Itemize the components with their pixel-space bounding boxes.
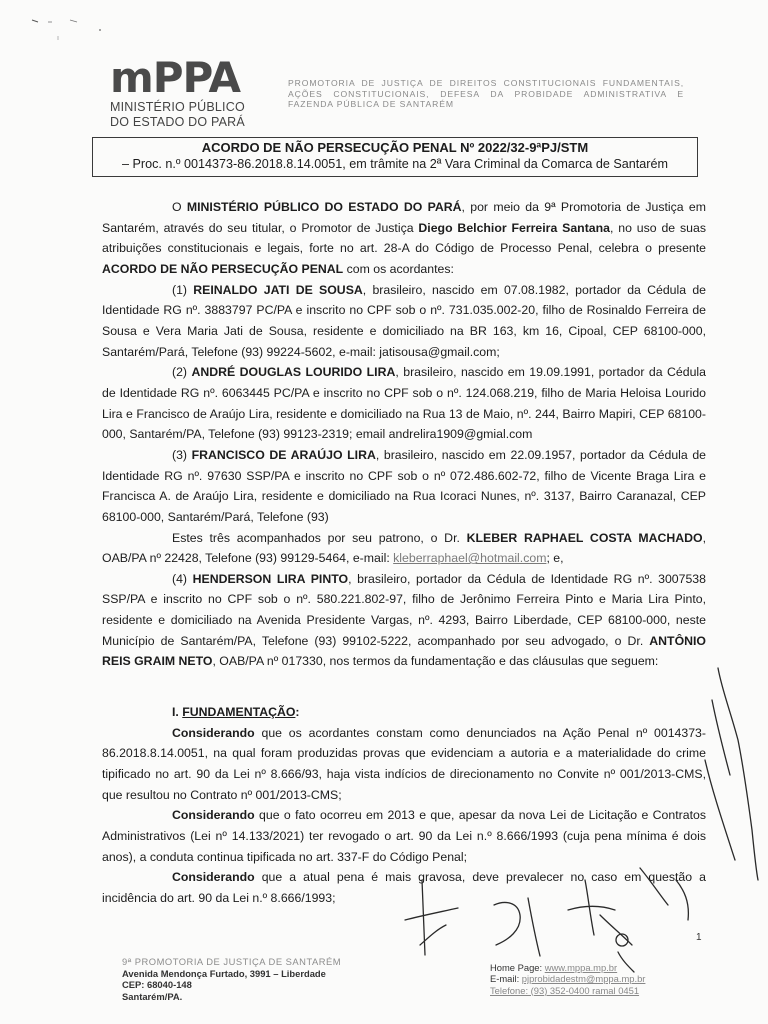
page-number: 1: [696, 932, 702, 943]
party-3-number: (3): [172, 447, 192, 462]
document-title: ACORDO DE NÃO PERSECUÇÃO PENAL Nº 2022/32-9ªPJ/STM: [201, 140, 589, 155]
party-1-number: (1): [172, 282, 194, 297]
section-1-heading: [172, 702, 706, 723]
consideration-1-lead: Considerando: [172, 725, 255, 740]
consideration-2-lead: Considerando: [172, 808, 255, 823]
party-4-lawyer: ANTÔNIO REIS GRAIM NETO: [102, 633, 706, 669]
document-title-box: [92, 137, 698, 177]
section-gap: [102, 672, 706, 702]
section-1-title: FUNDAMENTAÇÃO: [182, 705, 296, 720]
office-header-line-2: AÇÕES CONSTITUCIONAIS, DEFESA DA PROBIDADE ADMINISTRATIVA E: [288, 88, 684, 99]
logo-mark: mPPA: [110, 53, 240, 102]
footer-address: [122, 956, 341, 1002]
patrono-text-c: , OAB/PA nº 22428, Telefone (93) 99129-5464, e-mail:: [102, 530, 706, 566]
homepage-link[interactable]: www.mppa.mp.br: [544, 962, 618, 973]
logo-subtitle-2: DO ESTADO DO PARÁ: [110, 115, 245, 129]
consideration-3-lead: Considerando: [172, 870, 255, 885]
patrono-name: KLEBER RAPHAEL COSTA MACHADO: [466, 530, 703, 545]
footer-city: Santarém/PA.: [122, 990, 183, 1002]
footer-office: 9ª PROMOTORIA DE JUSTIÇA DE SANTARÉM: [122, 956, 342, 967]
intro-text-a: O: [172, 200, 187, 214]
party-2-paragraph: [102, 362, 706, 445]
email-label: E-mail:: [490, 973, 522, 985]
office-header-line-1: PROMOTORIA DE JUSTIÇA DE DIREITOS CONSTITUCIONAIS FUNDAMENTAIS,: [288, 78, 684, 88]
party-4-number: (4): [172, 571, 193, 586]
intro-agreement: ACORDO DE NÃO PERSECUÇÃO PENAL: [102, 261, 344, 276]
homepage-label: Home Page:: [490, 962, 545, 973]
consideration-3-text: que a atual pena é mais gravosa, deve prevalecer no caso em questão a incidência do art. 90 da Lei n.º 8.666/1993;: [102, 870, 706, 905]
mppa-logo: [110, 53, 270, 130]
email-link[interactable]: pjprobidadestm@mppa.mp.br: [521, 973, 646, 985]
party-2-details: , brasileiro, nascido em 19.09.1991, portador da Cédula de Identidade RG nº. 6063445 PC/PA e inscrito no CPF sob o nº. 124.068.219, filho de Maria Heloisa Lourido Lira e Francisco de Araújo Lira, residente e domiciliado na Rua 13 de Maio, nº. 244, Bairro Mapiri, CEP 68100-000, Santarém/PA, Telefone (93) 99123-2319; email andrelira1909@gmial.com: [102, 365, 706, 442]
party-2-name: ANDRÉ DOUGLAS LOURIDO LIRA: [191, 365, 396, 380]
party-4-paragraph: [102, 569, 706, 672]
party-3-name: FRANCISCO DE ARAÚJO LIRA: [191, 447, 376, 462]
party-3-paragraph: [102, 445, 706, 528]
consideration-3: [102, 867, 706, 908]
intro-text-e: , no uso de suas atribuições constitucionais e legais, forte no art. 28-A do Código de Processo Penal, celebra o presente: [102, 220, 706, 256]
party-1-paragraph: [102, 280, 706, 363]
document-body: [102, 197, 706, 909]
office-header-line-3: FAZENDA PÚBLICA DE SANTARÉM: [288, 99, 454, 109]
party-1-details: , brasileiro, nascido em 07.08.1982, portador da Cédula de Identidade RG nº. 3883797 PC/PA e inscrito no CPF sob o nº. 731.035.002-20, filho de Rosinaldo Ferreira de Sousa e Vera Maria Jati de Sousa, residente e domiciliado na BR 163, km 16, Cipoal, CEP 68100-000, Santarém/Pará, Telefone (93) 99224-5602, e-mail: jatisousa@gmail.com;: [102, 282, 707, 359]
party-4-details: , brasileiro, portador da Cédula de Identidade RG nº. 3007538 SSP/PA e inscrito no CPF sob o nº. 580.221.802-97, filho de Jerônimo Ferreira Pinto e Maria Lira Pinto, residente e domiciliado na Avenida Presidente Vargas, nº. 4293, Bairro Liberdade, CEP 68100-000, neste Município de Santarém/PA, Telefone (93) 99102-5222, acompanhado por seu advogado, o Dr.: [102, 571, 706, 648]
party-1-name: REINALDO JATI DE SOUSA: [193, 282, 363, 297]
intro-paragraph: [102, 197, 706, 280]
footer-street: Avenida Mendonça Furtado, 3991 – Liberdade: [122, 967, 326, 979]
section-1-colon: :: [295, 705, 300, 720]
footer-contact: [490, 962, 645, 996]
patrono-text-d: ; e,: [546, 551, 564, 566]
intro-text-c: , por meio da 9ª Promotoria de Justiça em Santarém, através do seu titular, o Promotor de Justiça: [102, 200, 706, 235]
patrono-text-a: Estes três acompanhados por seu patrono, o Dr.: [172, 530, 467, 545]
intro-prosecutor: Diego Belchior Ferreira Santana: [418, 220, 610, 235]
footer-phone: Telefone: (93) 352-0400 ramal 0451: [490, 984, 640, 996]
footer-cep: CEP: 68040-148: [122, 979, 192, 990]
party-3-details: , brasileiro, nascido em 22.09.1957, portador da Cédula de Identidade RG nº. 97630 SSP/PA e inscrito no CPF sob o nº 072.486.602-72, filho de Vicente Braga Lira e Francisca A. de Araújo Lira, residente e domiciliado na Rua Icoraci Nunes, nº. 3137, Bairro Caranazal, CEP 68100-000, Santarém/Pará, Telefone (93): [102, 447, 707, 524]
section-1-number: I.: [172, 705, 183, 720]
consideration-1: [102, 723, 706, 806]
process-number: – Proc. n.º 0014373-86.2018.8.14.0051, em trâmite na 2ª Vara Criminal da Comarca de Santarém: [122, 157, 668, 171]
footer-email: [490, 973, 645, 984]
consideration-1-text: que os acordantes constam como denunciados na Ação Penal nº 0014373-86.2018.8.14.0051, na qual foram produzidas provas que evidenciam a autoria e a materialidade do crime tipificado no art. 90 da Lei nº 8.666/93, haja vista indícios de direcionamento no Convite nº 001/2013-CMS, que resultou no Contrato nº 001/2013-CMS;: [102, 725, 706, 802]
consideration-2: [102, 805, 706, 867]
party-2-number: (2): [172, 365, 192, 380]
consideration-2-text: que o fato ocorreu em 2013 e que, apesar da nova Lei de Licitação e Contratos Administrativos (Lei nº 14.133/2021) ter revogado o art. 90 da Lei n.º 8.666/1993 (cuja pena mínima é dois anos), a conduta continua tipificada no art. 337-F do Código Penal;: [102, 808, 706, 864]
party-4-name: HENDERSON LIRA PINTO: [192, 571, 349, 586]
intro-institution: MINISTÉRIO PÚBLICO DO ESTADO DO PARÁ: [186, 200, 462, 214]
intro-text-g: com os acordantes:: [343, 261, 454, 276]
scan-specks: [30, 14, 110, 44]
office-header: [288, 78, 684, 110]
logo-subtitle-1: MINISTÉRIO PÚBLICO: [110, 100, 245, 114]
party-4-end: , OAB/PA nº 017330, nos termos da fundamentação e das cláusulas que seguem:: [212, 654, 659, 669]
footer-homepage: [490, 962, 645, 973]
patrono-email-link[interactable]: kleberraphael@hotmail.com: [393, 551, 547, 566]
patrono-paragraph: [102, 528, 706, 569]
